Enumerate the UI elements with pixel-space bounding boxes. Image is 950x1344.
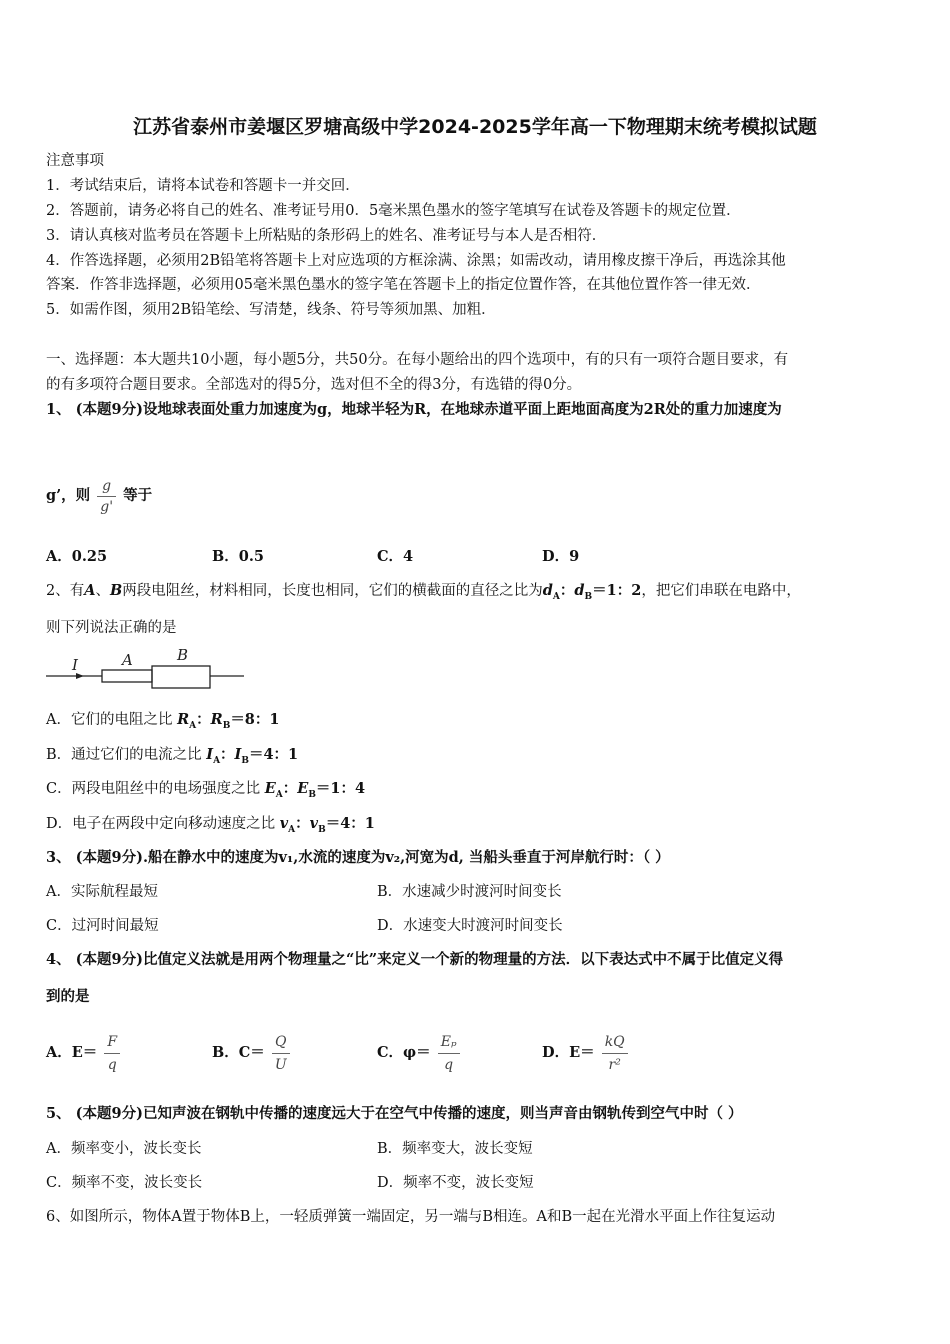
q1-option-a[interactable]: A．0.25 — [46, 548, 108, 565]
current-label: I — [72, 656, 78, 674]
q1-post: 等于 — [123, 487, 153, 504]
question-1-stem-cont — [46, 472, 916, 520]
q4-option-c[interactable]: C．φ＝ $\frac{\text{Eₚ}}{q}$ — [377, 1022, 462, 1084]
page-title: 江苏省泰州市姜堰区罗塘高级中学2024-2025学年高一下物理期末统考模拟试题 — [133, 116, 817, 138]
q4-option-b[interactable]: B．C＝ $\frac{Q}{U}$ — [212, 1022, 292, 1084]
q2-option-b[interactable]: B．通过它们的电流之比 $I_A$：$I_B=4$：1 — [46, 746, 299, 766]
question-3-stem: 3、 (本题9分).船在静水中的速度为v₁,水流的速度为v₂,河宽为d, 当船头垂直于河岸航行时：（ ） — [46, 849, 670, 866]
question-2-stem: 2、有A、B两段电阻丝，材料相同，长度也相同，它们的横截面的直径之比为$d_A$：$d_B=1$：2，把它们串联在电路中， — [46, 582, 801, 602]
question-2-stem-cont: 则下列说法正确的是 — [46, 620, 177, 636]
q3-option-b[interactable]: B．水速减少时渡河时间变长 — [377, 884, 562, 900]
q2-option-a[interactable]: A．它们的电阻之比 $R_A$：$R_B=8$：1 — [46, 711, 280, 731]
resistor-a — [102, 670, 152, 682]
notice-item: 答案．作答非选择题，必须用05毫米黑色墨水的签字笔在答题卡上的指定位置作答，在其他位置作答一律无效． — [46, 277, 761, 293]
notice-item: 1．考试结束后，请将本试卷和答题卡一并交回． — [46, 178, 360, 194]
q3-option-c[interactable]: C．过河时间最短 — [46, 918, 159, 934]
question-4-stem: 4、 (本题9分)比值定义法就是用两个物理量之“比”来定义一个新的物理量的方法．以下表达式中不属于比值定义得 — [46, 951, 784, 968]
q5-option-a[interactable]: A．频率变小，波长变长 — [46, 1141, 202, 1157]
q4-option-a[interactable]: A．E＝ $\frac{F}{q}$ — [46, 1022, 122, 1084]
q1-fraction — [97, 477, 116, 516]
notice-item: 5．如需作图，须用2B铅笔绘、写清楚，线条、符号等须加黑、加粗． — [46, 302, 496, 318]
q1-frac-num: g — [102, 477, 112, 494]
q1-option-b[interactable]: B．0.5 — [212, 548, 264, 565]
q3-option-d[interactable]: D．水速变大时渡河时间变长 — [377, 918, 563, 934]
q1-option-d[interactable]: D．9 — [542, 548, 580, 565]
q2-option-c[interactable]: C．两段电阻丝中的电场强度之比 $E_A$：$E_B=1$：4 — [46, 780, 366, 800]
resistor-b — [152, 666, 210, 688]
notice-item: 3．请认真核对监考员在答题卡上所粘贴的条形码上的姓名、准考证号与本人是否相符． — [46, 228, 607, 244]
q5-option-d[interactable]: D．频率不变，波长变短 — [377, 1175, 534, 1191]
question-4-stem-cont: 到的是 — [46, 988, 90, 1005]
q5-option-b[interactable]: B．频率变大，波长变短 — [377, 1141, 533, 1157]
section-intro: 的有多项符合题目要求。全部选对的得5分，选对但不全的得3分，有选错的得0分。 — [46, 377, 582, 393]
q2-option-d[interactable]: D．电子在两段中定向移动速度之比 $v_A$：$v_B=4$：1 — [46, 815, 375, 835]
question-1-stem: 1、 (本题9分)设地球表面处重力加速度为g，地球半轻为R，在地球赤道平面上距地面高度为2R处的重力加速度为 — [46, 401, 782, 418]
notice-item: 4．作答选择题，必须用2B铅笔将答题卡上对应选项的方框涂满、涂黑；如需改动，请用橡皮擦干净后，再选涂其他 — [46, 253, 786, 269]
resistor-b-label: B — [177, 646, 189, 664]
question-6-stem: 6、如图所示，物体A置于物体B上，一轻质弹簧一端固定，另一端与B相连。A和B一起在光滑水平面上作往复运动 — [46, 1209, 776, 1225]
q3-option-a[interactable]: A．实际航程最短 — [46, 884, 158, 900]
resistor-a-label: A — [122, 651, 133, 669]
q4-option-d[interactable]: D．E＝ $\frac{kQ}{\text{r²}}$ — [542, 1022, 630, 1084]
q1-option-c[interactable]: C．4 — [377, 548, 414, 565]
q5-option-c[interactable]: C．频率不变，波长变长 — [46, 1175, 203, 1191]
q1-frac-den: g' — [100, 498, 114, 515]
question-5-stem: 5、 (本题9分)已知声波在钢轨中传播的速度远大于在空气中传播的速度，则当声音由钢轨传到空气中时（ ） — [46, 1105, 743, 1122]
notice-item: 2．答题前，请务必将自己的姓名、准考证号用0．5毫米黑色墨水的签字笔填写在试卷及答题卡的规定位置． — [46, 203, 741, 219]
notice-heading: 注意事项 — [46, 153, 104, 169]
q1-pre: g’，则 — [46, 487, 91, 504]
section-intro: 一、选择题：本大题共10小题，每小题5分，共50分。在每小题给出的四个选项中，有的只有一项符合题目要求，有 — [46, 352, 789, 368]
circuit-diagram — [44, 646, 248, 692]
